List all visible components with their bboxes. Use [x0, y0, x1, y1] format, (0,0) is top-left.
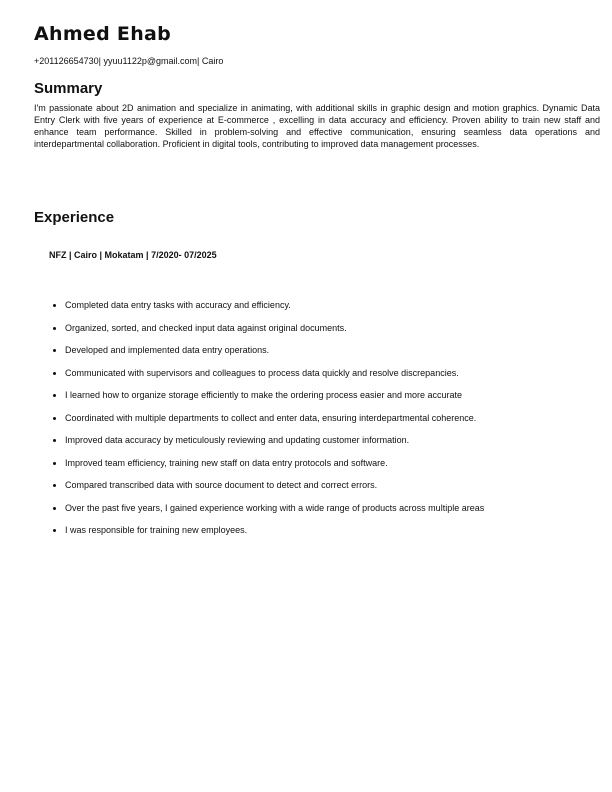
list-item: • Completed data entry tasks with accuracy and efficiency.	[65, 299, 612, 322]
experience-bullets	[34, 299, 612, 547]
summary-heading: Summary	[34, 80, 103, 97]
candidate-name: Ahmed Ehab	[34, 23, 172, 45]
list-item: • Coordinated with multiple departments to collect and enter data, ensuring interdepartmental coherence.	[65, 412, 612, 435]
list-item: • Compared transcribed data with source document to detect and correct errors.	[65, 479, 612, 502]
list-item: • Improved team efficiency, training new staff on data entry protocols and software.	[65, 457, 612, 480]
list-item: • Over the past five years, I gained experience working with a wide range of products across multiple areas	[65, 502, 612, 525]
list-item: • Developed and implemented data entry operations.	[65, 344, 612, 367]
list-item: • Improved data accuracy by meticulously reviewing and updating customer information.	[65, 434, 612, 457]
contact-info: +201126654730| yyuu1122p@gmail.com| Cairo	[34, 56, 224, 66]
summary-text: I'm passionate about 2D animation and specialize in animating, with additional skills in graphic design and motion graphics. Dynamic Data Entry Clerk with five years of experience at E-commerce , excelling in data accuracy and efficiency. Proven ability to train new staff and enhance team performance. Skilled in problem-solving and effective communication, ensuring seamless data operations and interdepartmental collaboration. Proficient in digital tools, contributing to improved data management processes.	[34, 103, 600, 149]
list-item: • I learned how to organize storage efficiently to make the ordering process easier and more accurate	[65, 389, 612, 412]
list-item: • Organized, sorted, and checked input data against original documents.	[65, 322, 612, 345]
job-title-line: NFZ | Cairo | Mokatam | 7/2020- 07/2025	[49, 250, 217, 260]
list-item: • Communicated with supervisors and colleagues to process data quickly and resolve discrepancies.	[65, 367, 612, 390]
list-item: • I was responsible for training new employees.	[65, 524, 612, 547]
experience-heading: Experience	[34, 209, 115, 226]
